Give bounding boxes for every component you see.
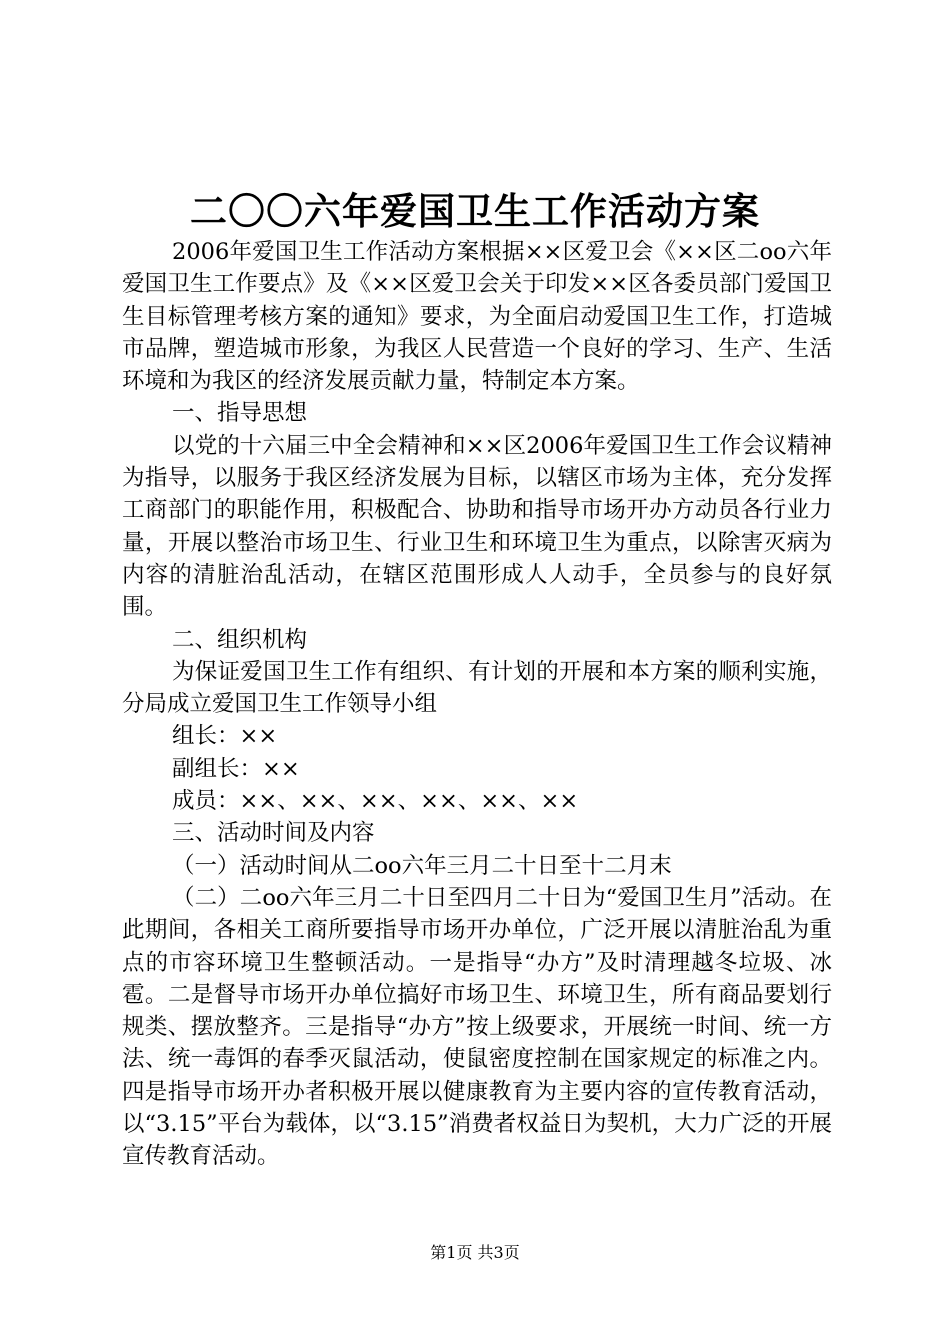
- intro-paragraph: 2006年爱国卫生工作活动方案根据××区爱卫会《××区二oo六年爱国卫生工作要点》及《××区爱卫会关于印发××区各委员部门爱国卫生目标管理考核方案的通知》要求，为全面启动爱国卫生工作，打造城市品牌，塑造城市形象，为我区人民营造一个良好的学习、生产、生活环境和为我区的经济发展贡献力量，特制定本方案。: [122, 239, 832, 395]
- members-line: 成员：××、××、××、××、××、××: [172, 788, 579, 815]
- section-heading-activity-time: 三、活动时间及内容: [172, 820, 375, 847]
- document-body: [122, 236, 832, 1173]
- document-title: 二〇〇六年爱国卫生工作活动方案: [190, 189, 760, 233]
- activity-content-paragraph: （二）二oo六年三月二十日至四月二十日为“爱国卫生月”活动。在此期间，各相关工商所要指导市场开办单位，广泛开展以清脏治乱为重点的市容环境卫生整顿活动。一是指导“办方”及时清理越冬垃圾、冰雹。二是督导市场开办单位搞好市场卫生、环境卫生，所有商品要划行规类、摆放整齐。三是指导“办方”按上级要求，开展统一时间、统一方法、统一毒饵的春季灭鼠活动，使鼠密度控制在国家规定的标准之内。四是指导市场开办者积极开展以健康教育为主要内容的宣传教育活动，以“3.15”平台为载体，以“3.15”消费者权益日为契机，大力广泛的开展宣传教育活动。: [122, 884, 832, 1170]
- page-number-footer: 第1页 共3页: [430, 1243, 520, 1262]
- activity-time-paragraph: （一）活动时间从二oo六年三月二十日至十二月末: [172, 852, 672, 879]
- organization-paragraph: 为保证爱国卫生工作有组织、有计划的开展和本方案的顺利实施，分局成立爱国卫生工作领导小组: [122, 658, 832, 718]
- deputy-leader-line: 副组长：××: [172, 755, 300, 782]
- section-heading-organization: 二、组织机构: [172, 626, 308, 653]
- guiding-ideology-paragraph: 以党的十六届三中全会精神和××区2006年爱国卫生工作会议精神为指导，以服务于我区经济发展为目标，以辖区市场为主体，充分发挥工商部门的职能作用，积极配合、协助和指导市场开办方动员各行业力量，开展以整治市场卫生、行业卫生和环境卫生为重点，以除害灭病为内容的清脏治乱活动，在辖区范围形成人人动手，全员参与的良好氛围。: [122, 432, 832, 621]
- group-leader-line: 组长：××: [172, 723, 278, 750]
- section-heading-guiding-ideology: 一、指导思想: [172, 400, 308, 427]
